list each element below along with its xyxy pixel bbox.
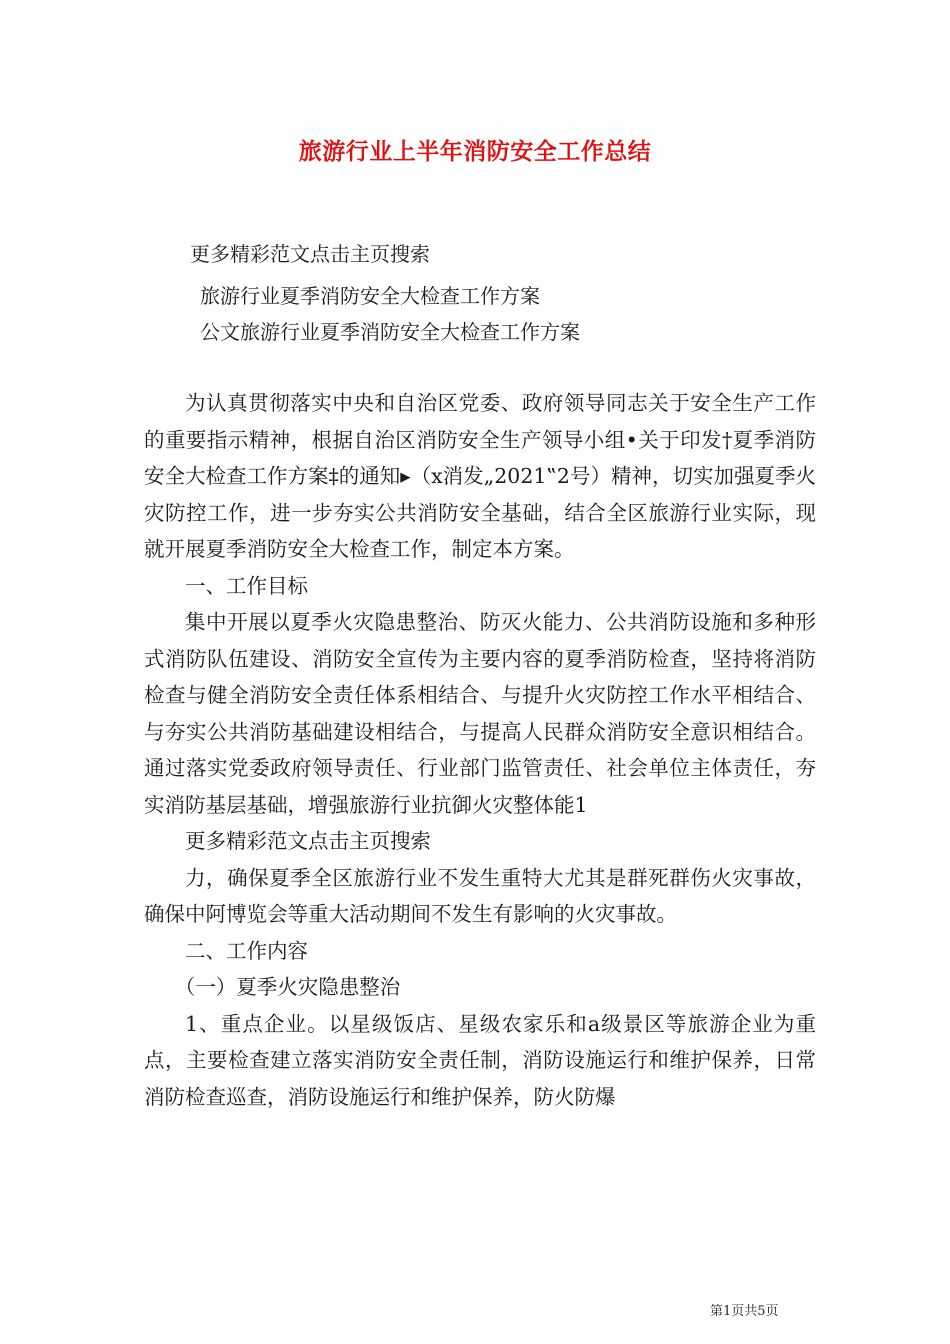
paragraph-intro: 为认真贯彻落实中央和自治区党委、政府领导同志关于安全生产工作的重要指示精神，根据自治区消防安全生产领导小组•关于印发†夏季消防安全大检查工作方案‡的通知▸（x消发„2021‟2号）精神，切实加强夏季火灾防控工作，进一步夯实公共消防安全基础，结合全区旅游行业实际，现就开展夏季消防安全大检查工作，制定本方案。 <box>144 391 816 561</box>
promo-inline-homepage-search[interactable]: 更多精彩范文点击主页搜索 <box>185 829 431 853</box>
section-heading-goal: 一、工作目标 <box>185 573 308 598</box>
section-heading-content: 二、工作内容 <box>185 938 308 963</box>
promo-link-official-inspection-plan[interactable]: 公文旅游行业夏季消防安全大检查工作方案 <box>200 320 580 344</box>
subsection-heading-hazard: （一）夏季火灾隐患整治 <box>174 975 401 999</box>
promo-link-homepage-search[interactable]: 更多精彩范文点击主页搜索 <box>190 242 430 266</box>
paragraph-goal: 集中开展以夏季火灾隐患整治、防灭火能力、公共消防设施和多种形式消防队伍建设、消防安全宣传为主要内容的夏季消防检查，坚持将消防检查与健全消防安全责任体系相结合、与提升火灾防控工作水平相结合、与夯实公共消防基础建设相结合，与提高人民群众消防安全意识相结合。通过落实党委政府领导责任、行业部门监管责任、社会单位主体责任，夯实消防基层基础，增强旅游行业抗御火灾整体能1 <box>144 610 816 817</box>
paragraph-goal-continued: 力，确保夏季全区旅游行业不发生重特大尤其是群死群伤火灾事故，确保中阿博览会等重大活动期间不发生有影响的火灾事故。 <box>144 865 816 926</box>
paragraph-key-enterprises: 1、重点企业。以星级饭店、星级农家乐和a级景区等旅游企业为重点，主要检查建立落实消防安全责任制，消防设施运行和维护保养，日常消防检查巡查，消防设施运行和维护保养，防火防爆 <box>144 1011 816 1109</box>
page-number: 第1页共5页 <box>710 1304 779 1319</box>
promo-link-summer-inspection-plan[interactable]: 旅游行业夏季消防安全大检查工作方案 <box>200 284 540 308</box>
document-title: 旅游行业上半年消防安全工作总结 <box>298 138 652 165</box>
document-body <box>144 385 816 1115</box>
